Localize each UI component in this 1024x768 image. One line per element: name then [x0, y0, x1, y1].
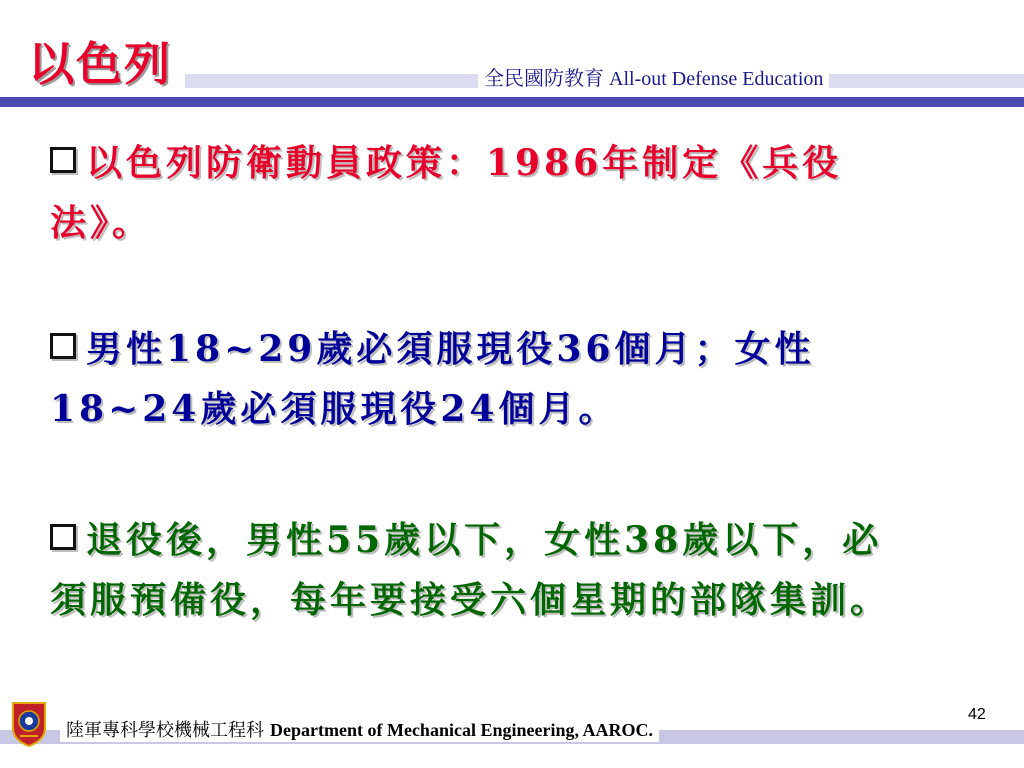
- header-divider: [0, 97, 1024, 107]
- checkbox-bullet-icon: [50, 333, 76, 359]
- footer-caption: [60, 716, 659, 742]
- slide-subtitle: 全民國防教育 All-out Defense Education: [478, 62, 829, 91]
- checkbox-bullet-icon: [50, 524, 76, 550]
- bullet-item-1: [50, 133, 910, 253]
- bullet-item-2: [50, 319, 910, 439]
- footer-school-name: 陸軍專科學校機械工程科: [66, 720, 264, 740]
- bullet-text: 以色列防衛動員政策：1986年制定《兵役法》。: [50, 142, 843, 244]
- bullet-item-3: [50, 510, 910, 630]
- school-emblem-icon: [10, 700, 48, 748]
- page-number: 42: [968, 706, 986, 723]
- slide-title: 以色列: [28, 37, 172, 91]
- bullet-text: 男性18~29歲必須服現役36個月；女性18~24歲必須服現役24個月。: [50, 328, 815, 430]
- checkbox-bullet-icon: [50, 147, 76, 173]
- bullet-text: 退役後，男性55歲以下，女性38歲以下，必須服預備役，每年要接受六個星期的部隊集訓。: [50, 519, 891, 621]
- footer-department: Department of Mechanical Engineering, AAROC.: [270, 720, 653, 740]
